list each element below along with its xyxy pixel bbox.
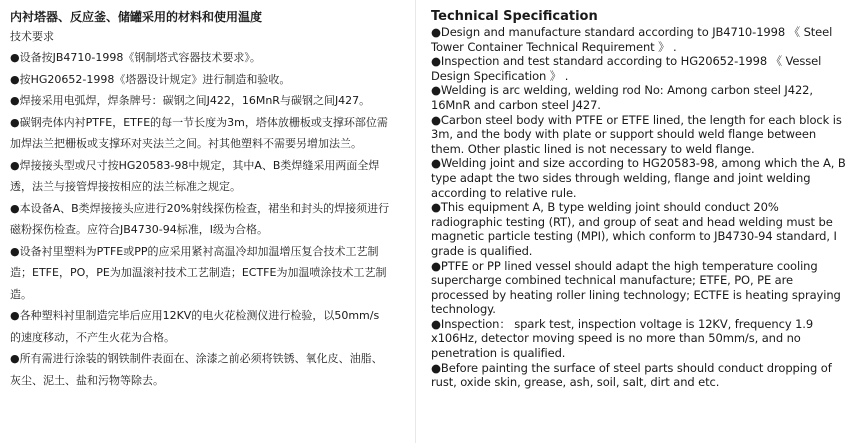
chinese-item: ●设备按JB4710-1998《钢制塔式容器技术要求》。 (10, 51, 261, 64)
english-item: ●PTFE or PP lined vessel should adapt the high temperature cooling supercharge combined technical manufacture; ETFE, PO, PE are processed by heating roller lining technology; ECTFE is heating spraying technology. (431, 258, 841, 317)
chinese-title: 内衬塔器、反应釜、储罐采用的材料和使用温度 (10, 10, 263, 24)
chinese-item: ●碳钢壳体内衬PTFE，ETFE的每一节长度为3m，塔体放栅板或支撑环部位需加焊法兰把栅板或支撑环对夹法兰之间。衬其他塑料不需要另增加法兰。 (10, 115, 388, 150)
english-item: ●Design and manufacture standard according to JB4710-1998 《 Steel Tower Container Technical Requirement 》 . (431, 25, 833, 54)
chinese-item: ●各种塑料衬里制造完毕后应用12KV的电火花检测仪进行检验，以50mm/s的速度移动，不产生火花为合格。 (10, 309, 380, 344)
english-item: ●Welding is arc welding, welding rod No: Among carbon steel J422, 16MnR and carbon steel J427. (431, 83, 813, 112)
column-divider (415, 0, 416, 443)
english-item: ●This equipment A, B type welding joint should conduct 20% radiographic testing (RT), and group of seat and head welding must be magnetic particle testing (MPI), which conform to JB4730-94 standard, I grade is qualified. (431, 200, 837, 258)
english-item: ●Before painting the surface of steel parts should conduct dropping of rust, oxide skin, grease, ash, soil, salt, dirt and etc. (431, 360, 832, 390)
chinese-item: ●焊接接头型或尺寸按HG20583-98中规定，其中A、B类焊缝采用两面全焊透，法兰与接管焊接按相应的法兰标准之规定。 (10, 158, 380, 193)
english-item: ●Carbon steel body with PTFE or ETFE lined, the length for each block is 3m, and the body with plate or support should weld flange between them. Other plastic lined is not necessary to weld flange. (431, 112, 842, 156)
chinese-column (10, 8, 390, 391)
english-column (431, 8, 847, 390)
chinese-subtitle: 技术要求 (10, 30, 54, 43)
english-title: Technical Specification (431, 9, 598, 24)
chinese-item: ●焊接采用电弧焊，焊条牌号：碳钢之间J422，16MnR与碳钢之间J427。 (10, 94, 371, 107)
chinese-item: ●按HG20652-1998《塔器设计规定》进行制造和验收。 (10, 72, 291, 86)
chinese-item: ●设备衬里塑料为PTFE或PP的应采用紧衬高温冷却加温增压复合技术工艺制造；ETFE，PO，PE为加温滚衬技术工艺制造；ECTFE为加温喷涂技术工艺制造。 (10, 244, 387, 301)
chinese-item: ●本设备A、B类焊接接头应进行20%射线探伤检查，裙坐和封头的焊接须进行磁粉探伤检查。应符合JB4730-94标准，I级为合格。 (10, 201, 390, 236)
chinese-item: ●所有需进行涂装的钢铁制件表面在、涂漆之前必须将铁锈、氧化皮、油脂、灰尘、泥土、盐和污物等除去。 (10, 352, 383, 387)
english-item: ●Welding joint and size according to HG20583-98, among which the A, B type adapt the two sides through welding, flange and joint welding according to relative rule. (431, 156, 846, 200)
english-item: ●Inspection and test standard according to HG20652-1998 《 Vessel Design Specification 》 . (431, 54, 822, 83)
english-item: ●Inspection： spark test, inspection voltage is 12KV, frequency 1.9 x106Hz, detector moving speed is no more than 50mm/s, and no penetration is qualified. (431, 316, 814, 361)
